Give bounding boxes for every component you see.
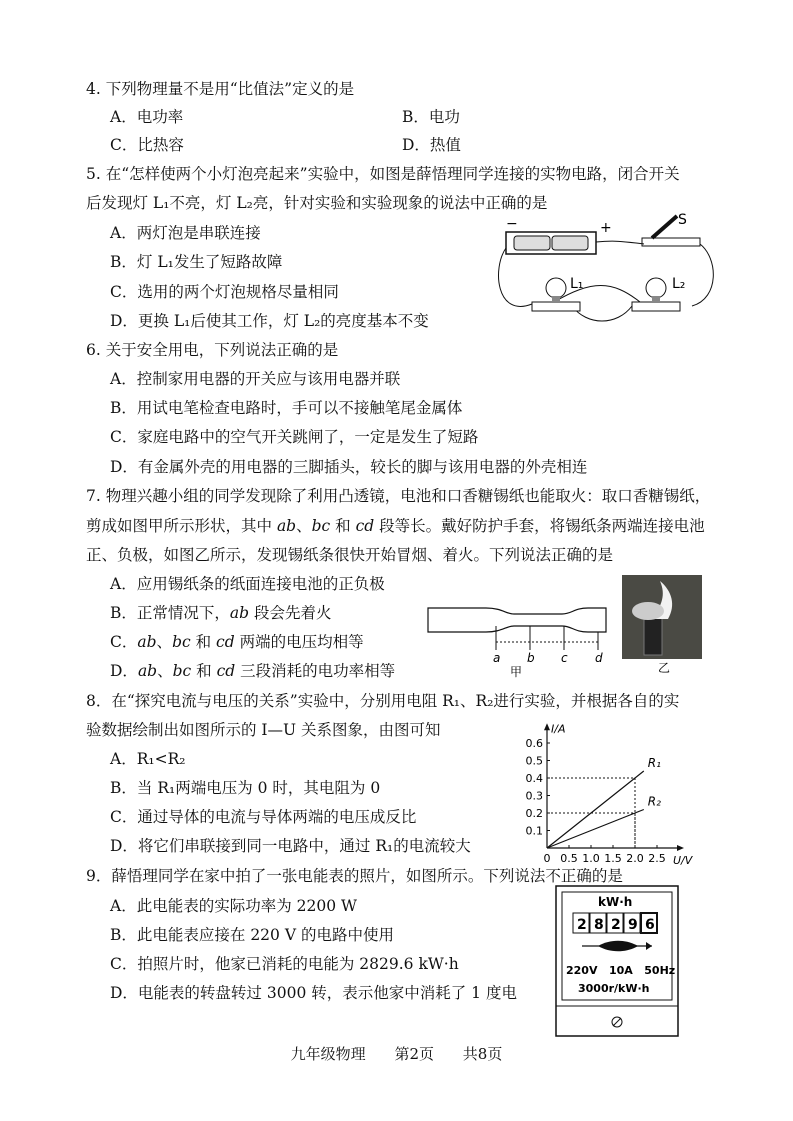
lamp-l1-label: L₁ — [570, 276, 584, 292]
q7-var-ab: ab — [276, 517, 297, 535]
wire-5 — [554, 286, 640, 303]
wire-1 — [499, 248, 532, 306]
photo-glove — [632, 602, 664, 620]
x-axis-arrow — [677, 845, 684, 851]
label-d: d — [595, 651, 603, 665]
y-axis-label: I/A — [551, 722, 566, 736]
fig-yi-caption: 乙 — [658, 661, 671, 675]
switch-lever — [652, 216, 677, 238]
y-axis-arrow — [544, 723, 550, 730]
y-tick-label: 0.4 — [525, 772, 543, 785]
battery-minus-label: − — [506, 216, 518, 232]
lamp-l2-socket — [652, 296, 660, 302]
q5-option-d: D．更换 L₁后使其工作，灯 L₂的亮度基本不变 — [110, 312, 429, 330]
q5-stem-line2: 后发现灯 L₁不亮，灯 L₂亮，针对实验和实验现象的说法中正确的是 — [86, 194, 548, 212]
q7-d-prefix: D． — [110, 662, 138, 680]
q7-b-prefix: B．正常情况下， — [110, 604, 230, 622]
q7-d-sep1: 、 — [157, 662, 173, 680]
switch-base — [642, 238, 700, 246]
q5-stem-line1: 5. 在“怎样使两个小灯泡亮起来”实验中，如图是薛悟理同学连接的实物电路，闭合开关 — [86, 165, 680, 183]
x-tick-label: 0.5 — [560, 852, 578, 865]
q7-line2-start: 剪成如图甲所示形状，其中 — [86, 517, 277, 535]
q6-option-d: D．有金属外壳的用电器的三脚插头，较长的脚与该用电器的外壳相连 — [110, 458, 588, 476]
footer-subject: 九年级物理 — [290, 1045, 366, 1063]
wire-4 — [572, 306, 632, 321]
page-footer — [0, 1043, 793, 1064]
q7-d-sep2: 和 — [191, 662, 217, 680]
q7-c-var-ab: ab — [137, 633, 157, 651]
x-tick-label: 2.0 — [626, 852, 644, 865]
q8-stem-line2: 验数据绘制出如图所示的 I—U 关系图象，由图可知 — [86, 721, 441, 739]
q5-option-c: C．选用的两个灯泡规格尽量相同 — [110, 283, 339, 301]
q7-var-cd: cd — [355, 517, 375, 535]
q8-option-a: A．R₁<R₂ — [110, 750, 186, 768]
x-tick-label: 2.5 — [648, 852, 666, 865]
tinfoil-strip-figure — [422, 600, 612, 678]
q8-option-c: C．通过导体的电流与导体两端的电压成反比 — [110, 808, 417, 826]
meter-digit-3: 2 — [611, 917, 621, 933]
meter-unit: kW·h — [598, 895, 633, 909]
q6-option-c: C．家庭电路中的空气开关跳闸了，一定是发生了短路 — [110, 428, 479, 446]
q7-c-suffix: 两端的电压均相等 — [234, 633, 364, 651]
q7-sep-2: 和 — [330, 517, 356, 535]
switch-label: S — [678, 212, 687, 228]
q7-c-prefix: C． — [110, 633, 138, 651]
fig-jia-caption: 甲 — [510, 665, 523, 678]
battery-cell-1 — [514, 236, 550, 250]
q7-d-var-ab: ab — [137, 662, 158, 680]
battery-fire-photo — [622, 575, 702, 675]
q7-b-suffix: 段会先着火 — [249, 604, 332, 622]
q7-stem-line3: 正、负极，如图乙所示，发现锡纸条很快开始冒烟、着火。下列说法正确的是 — [86, 546, 614, 564]
q7-option-c — [110, 632, 364, 652]
q7-c-var-bc: bc — [172, 633, 191, 651]
q4-option-d: D．热值 — [402, 136, 461, 154]
label-c: c — [561, 651, 568, 665]
label-b: b — [527, 651, 535, 665]
q7-var-bc: bc — [311, 517, 331, 535]
q7-d-suffix: 三段消耗的电功率相等 — [235, 662, 396, 680]
q6-option-a: A．控制家用电器的开关应与该用电器并联 — [110, 370, 401, 388]
series-label-1: R₁ — [647, 756, 661, 770]
q8-option-b: B．当 R₁两端电压为 0 时，其电阻为 0 — [110, 779, 381, 797]
y-tick-label: 0.6 — [525, 737, 543, 750]
q4-option-c: C．比热容 — [110, 136, 184, 154]
tinfoil-strip — [428, 608, 606, 632]
lamp-l1-base — [532, 302, 580, 311]
q6-stem: 6. 关于安全用电，下列说法正确的是 — [86, 341, 339, 359]
series-line-2 — [547, 810, 644, 849]
q4-option-a: A．电功率 — [110, 108, 184, 126]
y-tick-label: 0.5 — [525, 754, 543, 768]
q7-c-var-cd: cd — [216, 633, 235, 651]
lamp-l1-bulb — [546, 278, 566, 298]
q7-option-d — [110, 661, 395, 681]
label-a: a — [493, 651, 501, 665]
x-tick-label: 0 — [543, 852, 551, 865]
meter-specs: 220V 10A 50Hz — [566, 964, 676, 977]
series-label-2: R₂ — [647, 794, 661, 809]
meter-digit-1: 2 — [577, 917, 587, 933]
q5-option-b: B．灯 L₁发生了短路故障 — [110, 253, 283, 271]
x-axis-label: U/V — [673, 854, 693, 866]
meter-digit-2: 8 — [594, 917, 604, 933]
y-tick-label: 0.1 — [525, 824, 543, 838]
q9-option-d: D．电能表的转盘转过 3000 转，表示他家中消耗了 1 度电 — [110, 984, 517, 1002]
q7-line2-end: 段等长。戴好防护手套，将锡纸条两端连接电池 — [374, 517, 705, 535]
x-tick-label: 1.5 — [604, 852, 622, 865]
q9-option-a: A．此电能表的实际功率为 2200 W — [110, 897, 357, 915]
energy-meter-figure — [548, 882, 688, 1042]
q7-stem-line1: 7. 物理兴趣小组的同学发现除了利用凸透镜，电池和口香糖锡纸也能取火：取口香糖锡纸， — [86, 487, 711, 505]
iu-chart — [515, 714, 705, 866]
lamp-l2-bulb — [646, 278, 666, 298]
photo-battery — [644, 615, 662, 655]
q7-stem-line2 — [86, 516, 705, 536]
q7-d-var-bc: bc — [172, 662, 192, 680]
lamp-l2-base — [632, 302, 680, 311]
q7-c-sep2: 和 — [190, 633, 217, 651]
q7-option-a: A．应用锡纸条的纸面连接电池的正负极 — [110, 575, 385, 593]
q5-option-a: A．两灯泡是串联连接 — [110, 224, 261, 242]
lamp-l2-label: L₂ — [672, 276, 686, 292]
circuit-figure — [492, 208, 717, 333]
q7-d-var-cd: cd — [216, 662, 236, 680]
battery-plus-label: + — [600, 220, 612, 236]
q6-option-b: B．用试电笔检查电路时，手可以不接触笔尾金属体 — [110, 399, 463, 417]
y-tick-label: 0.2 — [525, 807, 543, 820]
q7-option-b — [110, 603, 332, 623]
q7-sep-1: 、 — [296, 517, 312, 535]
wire-2 — [596, 241, 644, 244]
footer-total: 共8页 — [462, 1045, 503, 1063]
wire-3 — [692, 244, 713, 306]
footer-page: 第2页 — [394, 1045, 434, 1063]
y-tick-label: 0.3 — [525, 789, 543, 803]
q4-option-b: B．电功 — [402, 108, 460, 126]
q8-stem-line1: 8．在“探究电流与电压的关系”实验中，分别用电阻 R₁、R₂进行实验，并根据各自的实 — [86, 692, 680, 710]
lamp-l1-socket — [552, 296, 560, 302]
q7-b-var: ab — [229, 604, 250, 622]
q4-stem: 4. 下列物理量不是用“比值法”定义的是 — [86, 80, 355, 98]
q9-option-c: C．拍照片时，他家已消耗的电能为 2829.6 kW·h — [110, 955, 459, 973]
x-tick-label: 1.0 — [582, 852, 600, 865]
q9-stem: 9．薛悟理同学在家中拍了一张电能表的照片，如图所示。下列说法不正确的是 — [86, 867, 623, 885]
meter-digit-5: 6 — [645, 917, 655, 933]
q7-c-sep1: 、 — [156, 633, 173, 651]
battery-cell-2 — [552, 236, 588, 250]
q8-option-d: D．将它们串联接到同一电路中，通过 R₁的电流较大 — [110, 837, 471, 855]
meter-digit-4: 9 — [628, 917, 638, 933]
q9-option-b: B．此电能表应接在 220 V 的电路中使用 — [110, 926, 394, 944]
series-line-1 — [547, 771, 644, 848]
meter-rev: 3000r/kW·h — [578, 982, 650, 995]
